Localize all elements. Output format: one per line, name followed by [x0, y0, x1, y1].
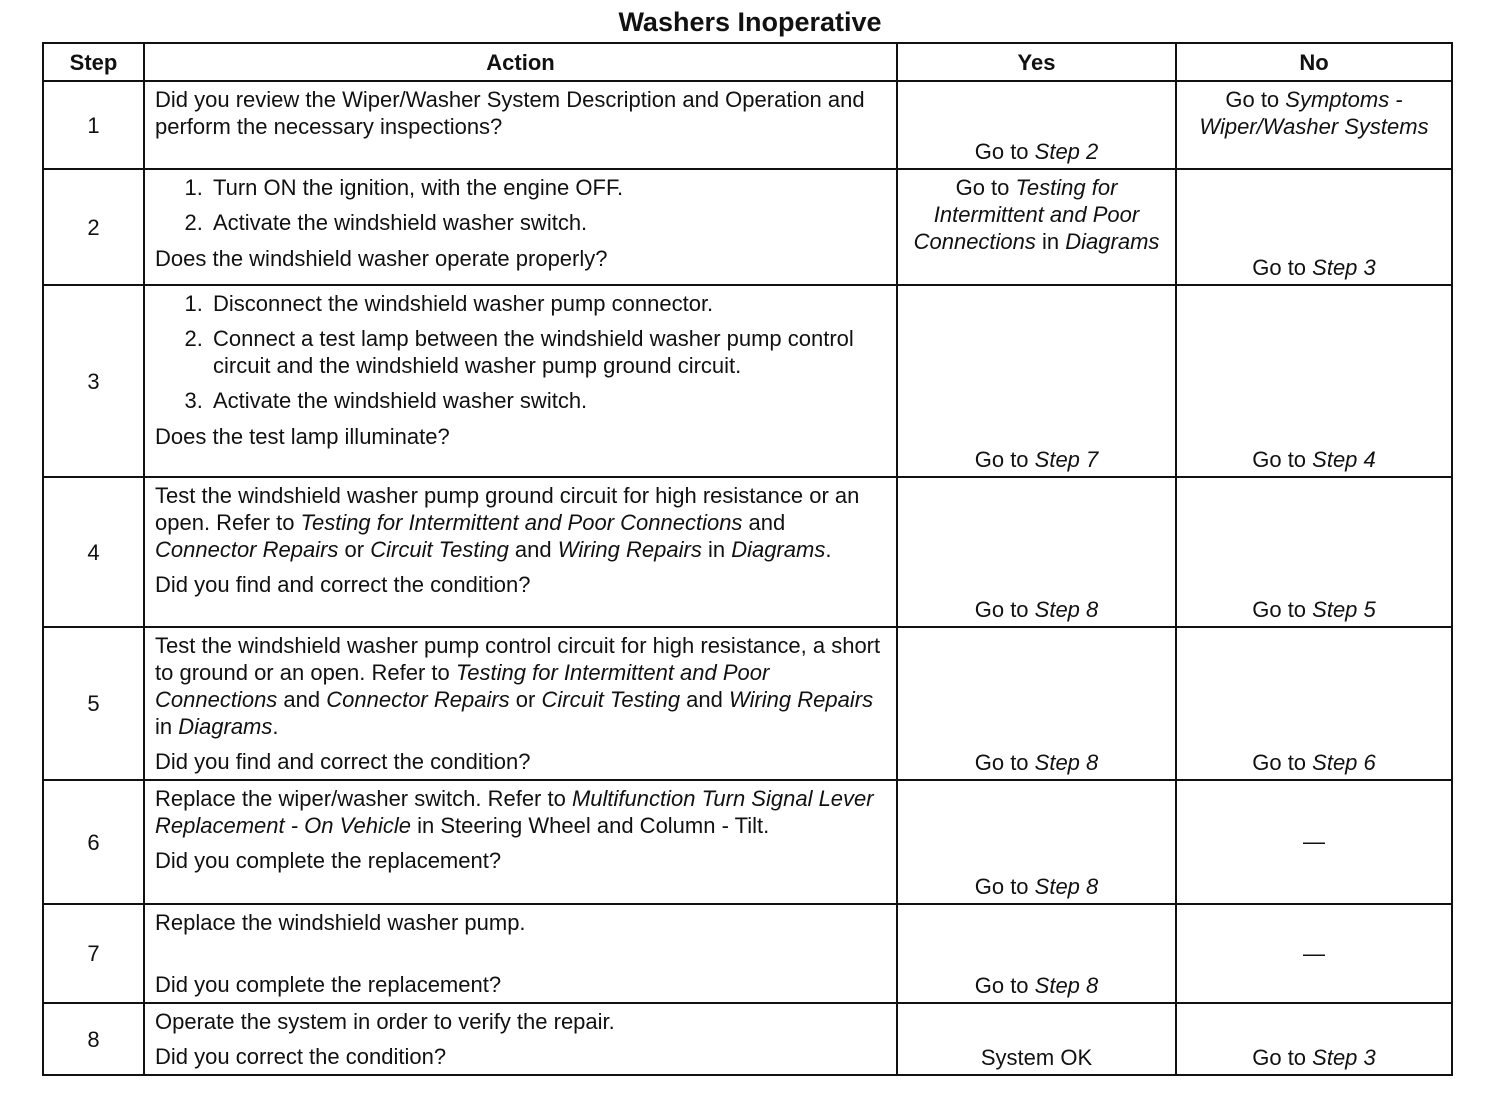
- symptoms-reference: Symptoms - Wiper/Washer Systems: [1199, 87, 1429, 139]
- step-reference: Step 8: [1034, 973, 1099, 998]
- document-reference: Connector Repairs: [155, 537, 339, 562]
- action-text: Replace the wiper/washer switch. Refer to Multifunction Turn Signal Lever Replacement - On Vehicle in Steering Wheel and Column - Tilt.: [155, 786, 874, 838]
- table-row: [43, 477, 1452, 627]
- action-text: Test the windshield washer pump ground circuit for high resistance or an open. Refer to Testing for Intermittent and Poor Connections and Connector Repairs or Circuit Testing and Wiring Repairs in Diagrams.: [155, 483, 860, 562]
- table-row: [43, 780, 1452, 904]
- action-question: Did you find and correct the condition?: [155, 749, 531, 774]
- column-header-action: Action: [144, 43, 897, 81]
- no-cell: [1176, 904, 1452, 1003]
- action-cell: [144, 904, 897, 1003]
- no-cell: Go to Step 6: [1176, 627, 1452, 780]
- column-header-step: Step: [43, 43, 144, 81]
- yes-cell: [897, 1003, 1176, 1075]
- action-question: Did you find and correct the condition?: [155, 572, 531, 597]
- document-reference: Testing for Intermittent and Poor Connections: [913, 175, 1140, 254]
- action-cell: [144, 285, 897, 477]
- step-number: 4: [43, 477, 144, 627]
- step-reference: Step 4: [1312, 447, 1376, 472]
- document-reference: Circuit Testing: [541, 687, 681, 712]
- yes-cell: Go to Step 7: [897, 285, 1176, 477]
- document-reference: Multifunction Turn Signal Lever Replacement - On Vehicle: [155, 786, 874, 838]
- table-row: [43, 285, 1452, 477]
- procedure-list: [155, 174, 888, 236]
- not-applicable-dash: —: [1303, 940, 1325, 966]
- table-header-row: [43, 43, 1452, 81]
- no-cell: Go to Symptoms - Wiper/Washer Systems: [1176, 81, 1452, 169]
- table-row: [43, 1003, 1452, 1075]
- action-question: Did you complete the replacement?: [155, 972, 502, 997]
- action-cell: [144, 627, 897, 780]
- step-reference: Step 2: [1034, 139, 1099, 164]
- action-question: Does the test lamp illuminate?: [155, 424, 450, 449]
- procedure-step: 3. Activate the windshield washer switch.: [209, 387, 888, 414]
- action-question: Did you correct the condition?: [155, 1044, 447, 1069]
- column-header-yes: Yes: [897, 43, 1176, 81]
- result-text: System OK: [980, 1045, 1093, 1070]
- yes-cell: Go to Step 8: [897, 627, 1176, 780]
- document-reference: Testing for Intermittent and Poor Connections: [155, 660, 770, 712]
- no-cell: [1176, 780, 1452, 904]
- table-row: [43, 169, 1452, 285]
- action-text: Operate the system in order to verify the repair.: [155, 1009, 615, 1034]
- step-number: 2: [43, 169, 144, 285]
- document-reference: Diagrams: [731, 537, 826, 562]
- document-reference: Diagrams: [1065, 229, 1160, 254]
- document-reference: Wiring Repairs: [729, 687, 874, 712]
- action-text: Test the windshield washer pump control circuit for high resistance, a short to ground or an open. Refer to Testing for Intermittent and Poor Connections and Connector Repairs or Circuit Testing and Wiring Repairs in Diagrams.: [155, 633, 881, 739]
- document-reference: Wiring Repairs: [557, 537, 702, 562]
- action-cell: [144, 1003, 897, 1075]
- procedure-list: [155, 290, 888, 414]
- action-text: Replace the windshield washer pump.: [155, 910, 526, 935]
- document-reference: Connector Repairs: [326, 687, 510, 712]
- table-row: [43, 81, 1452, 169]
- step-reference: Step 3: [1312, 255, 1376, 280]
- step-number: 5: [43, 627, 144, 780]
- yes-cell: Go to Step 8: [897, 780, 1176, 904]
- document-reference: Diagrams: [178, 714, 273, 739]
- document-reference: Circuit Testing: [370, 537, 509, 562]
- page-title: Washers Inoperative: [618, 7, 882, 37]
- step-reference: Step 7: [1034, 447, 1099, 472]
- step-number: 8: [43, 1003, 144, 1075]
- step-number: 3: [43, 285, 144, 477]
- yes-cell: Go to Step 8: [897, 904, 1176, 1003]
- no-cell: Go to Step 5: [1176, 477, 1452, 627]
- step-number: 6: [43, 780, 144, 904]
- procedure-step: 1. Disconnect the windshield washer pump connector.: [209, 290, 888, 317]
- action-cell: [144, 780, 897, 904]
- step-number: 7: [43, 904, 144, 1003]
- table-row: [43, 627, 1452, 780]
- no-cell: Go to Step 4: [1176, 285, 1452, 477]
- not-applicable-dash: —: [1303, 829, 1325, 854]
- action-question: Does the windshield washer operate properly?: [155, 246, 608, 271]
- action-text: Did you review the Wiper/Washer System Description and Operation and perform the necessary inspections?: [155, 87, 865, 139]
- step-reference: Step 3: [1312, 1045, 1376, 1070]
- step-reference: Step 8: [1034, 750, 1099, 775]
- action-question: Did you complete the replacement?: [155, 848, 502, 873]
- diagnostic-table: [42, 42, 1453, 1076]
- action-cell: [144, 81, 897, 169]
- step-reference: Step 5: [1312, 597, 1376, 622]
- action-cell: [144, 477, 897, 627]
- yes-cell: Go to Testing for Intermittent and Poor Connections in Diagrams: [897, 169, 1176, 285]
- no-cell: Go to Step 3: [1176, 1003, 1452, 1075]
- procedure-step: 2. Activate the windshield washer switch.: [209, 209, 888, 236]
- procedure-step: 1. Turn ON the ignition, with the engine OFF.: [209, 174, 888, 201]
- yes-cell: Go to Step 8: [897, 477, 1176, 627]
- step-reference: Step 6: [1312, 750, 1376, 775]
- step-reference: Step 8: [1034, 597, 1099, 622]
- action-cell: [144, 169, 897, 285]
- yes-cell: Go to Step 2: [897, 81, 1176, 169]
- step-reference: Step 8: [1034, 874, 1099, 899]
- procedure-step: 2. Connect a test lamp between the windshield washer pump control circuit and the windshield washer pump ground circuit.: [209, 325, 888, 379]
- no-cell: Go to Step 3: [1176, 169, 1452, 285]
- document-reference: Testing for Intermittent and Poor Connections: [300, 510, 743, 535]
- table-row: [43, 904, 1452, 1003]
- column-header-no: No: [1176, 43, 1452, 81]
- step-number: 1: [43, 81, 144, 169]
